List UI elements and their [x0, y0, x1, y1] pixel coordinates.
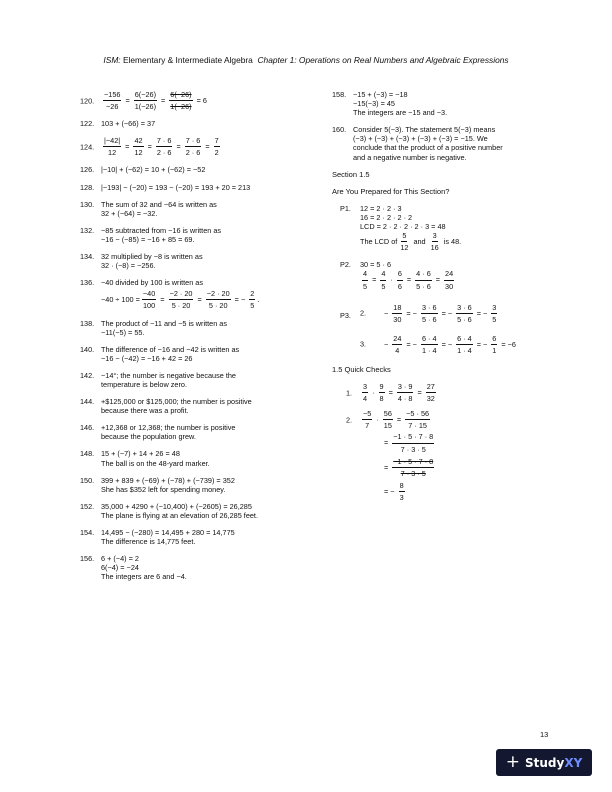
result: = −6	[501, 339, 516, 349]
line: 32 + (−64) = −32.	[101, 208, 158, 218]
line: −15 + (−3) = −18	[353, 90, 408, 99]
line: 15 + (−7) + 14 + 26 = 48	[101, 449, 180, 459]
frac-top: 5	[401, 231, 407, 242]
frac-bottom: 1(−26)	[134, 102, 156, 112]
problem-p3	[332, 303, 582, 355]
line: −11(−5) = 55.	[101, 327, 145, 337]
line: −16 − (−42) = −16 + 42 = 26	[101, 353, 193, 363]
plus-icon: +	[505, 752, 520, 772]
line: and a negative number is negative.	[353, 152, 467, 162]
frac-bottom: 12	[108, 148, 117, 158]
frac-bottom: 7	[365, 421, 370, 431]
right-column	[332, 90, 582, 502]
exercise-146	[80, 423, 330, 441]
frac-top: 4	[380, 269, 386, 280]
frac-bottom: 100	[143, 301, 156, 311]
exercise-154	[80, 528, 330, 546]
line: 14,495 − (−280) = 14,495 + 280 = 14,775	[101, 528, 235, 537]
frac-bottom: 32	[426, 394, 435, 404]
exercise-number: 132.	[80, 225, 95, 235]
line: 30 = 5 · 6	[360, 260, 392, 270]
frac-top: 8	[399, 481, 405, 492]
part-label: 2.	[360, 308, 367, 318]
prepared-heading: Are You Prepared for This Section?	[332, 186, 450, 196]
exercise-number: 156.	[80, 554, 95, 564]
problem-number: P1.	[340, 203, 351, 213]
line: −16 − (−85) = −16 + 85 = 69.	[101, 234, 195, 244]
result: = 6	[196, 96, 207, 106]
exercise-150	[80, 476, 330, 494]
exercise-152	[80, 502, 330, 520]
frac-top: 2	[249, 289, 255, 300]
frac-top: −1 · 5 · 7 · 8	[392, 457, 434, 468]
frac-bottom: −26	[106, 102, 119, 112]
line: The product of −11 and −5 is written as	[101, 318, 228, 328]
line: 32 multiplied by −8 is written as	[101, 252, 203, 262]
exercise-number: 146.	[80, 423, 95, 433]
exercise-138	[80, 319, 330, 337]
quick-check-1: 1. 3 4 · $\frac{9}{8}$ = $\frac{3 \cdot 9}{4 \cdot 8}$ = $\frac{27}{32}$	[346, 382, 435, 404]
frac-top: 6	[397, 269, 403, 280]
frac-bottom: 6	[397, 281, 402, 291]
exercise-120: 120. $\frac{-156}{-26}$ = $\frac{6(-26)}{1(-26)}$ = $\frac{6(-26)}{1(-26)}$ = 6	[80, 90, 207, 112]
and-text: and	[413, 237, 426, 247]
frac-top: |−42|	[103, 136, 121, 147]
frac-top: 6	[491, 334, 497, 345]
frac-bottom: 15	[383, 421, 392, 431]
frac-top: 6(−26)	[134, 90, 157, 101]
frac-bottom: 2	[214, 148, 219, 158]
part-label: 3.	[360, 339, 367, 349]
lcd-text: The LCD of	[360, 237, 398, 247]
frac-top: −5 · 56	[405, 409, 430, 420]
expr-end: .	[257, 295, 260, 305]
quick-check-2-steps: = $\frac{-1 \cdot 5 \cdot 7 \cdot 8}{7 \cdot 3 \cdot 5}$ = $\frac{-1 \cdot 5 \cdot 7 \cdot 8}{7 \cdot 3 \cdot 5}$ = − $\frac{8}{3}$	[384, 432, 434, 502]
exercise-number: 144.	[80, 397, 95, 407]
frac-bottom: 8	[379, 394, 384, 404]
left-column	[80, 90, 330, 589]
exercise-140	[80, 345, 330, 363]
frac-top: 4 · 6	[415, 269, 432, 280]
line: LCD = 2 · 2 · 2 · 2 · 3 = 48	[360, 222, 446, 232]
exercise-number: 150.	[80, 475, 95, 485]
frac-bottom: 1 · 4	[457, 345, 472, 355]
exercise-126	[80, 165, 330, 174]
frac-bottom: 5 · 20	[208, 301, 228, 311]
line: 12 = 2 · 2 · 3	[360, 203, 402, 213]
frac-top: 6 · 4	[456, 334, 473, 345]
frac-top: 3 · 6	[456, 303, 473, 314]
section-heading: Section 1.5	[332, 169, 370, 179]
expr-prefix: −40 ÷ 100 =	[101, 295, 140, 305]
line: 6(−4) = −24	[101, 563, 139, 573]
frac-top: −1 · 5 · 7 · 8	[392, 432, 434, 443]
frac-bottom: 5	[363, 281, 368, 291]
frac-top: 24	[392, 334, 402, 345]
exercise-number: 122.	[80, 119, 95, 129]
line: 16 = 2 · 2 · 2 · 2	[360, 212, 413, 222]
exercise-134	[80, 252, 330, 270]
exercise-number: 142.	[80, 370, 95, 380]
line: because the population grew.	[101, 432, 196, 442]
line: +$125,000 or $125,000; the number is positive	[101, 397, 252, 407]
logo-study: Study	[524, 755, 565, 770]
frac-bottom: 3	[399, 492, 404, 502]
line: −40 divided by 100 is written as	[101, 278, 204, 288]
exercise-number: 148.	[80, 449, 95, 459]
frac-bottom: 5 · 6	[421, 314, 437, 324]
frac-bottom: 12	[400, 243, 409, 253]
p3-part-2: 2. − $\frac{18}{30}$ = − $\frac{3 \cdot 6}{5 \cdot 6}$ = − $\frac{3 \cdot 6}{5 \cdot 6}$ = − $\frac{3}{5}$	[360, 302, 497, 324]
exercise-number: 158.	[332, 90, 347, 99]
logo-xy: XY	[564, 755, 583, 770]
frac-bottom: 4	[395, 345, 400, 355]
frac-top: −5	[362, 409, 372, 420]
frac-bottom: 2 · 6	[185, 148, 201, 158]
frac-top: 18	[392, 303, 402, 314]
line: The difference of −16 and −42 is written as	[101, 344, 240, 354]
frac-bottom: 2 · 6	[156, 148, 172, 158]
check-number: 1.	[346, 388, 353, 398]
studyxy-logo	[496, 749, 592, 776]
line: Consider 5(−3). The statement 5(−3) means	[353, 125, 496, 135]
line: The integers are −15 and −3.	[353, 108, 448, 118]
frac-bottom: 1(−26)	[170, 102, 192, 112]
frac-bottom: 1 · 4	[421, 345, 437, 355]
frac-top: −156	[103, 90, 121, 101]
line: conclude that the product of a positive number	[353, 143, 503, 153]
frac-top: 7 · 6	[185, 136, 202, 147]
exercise-124: 124. $\frac{|-42|}{12}$ = $\frac{42}{12}$ = $\frac{7 \cdot 6}{2 \cdot 6}$ = $\frac{7 \cdot 6}{2 \cdot 6}$ = $\frac{7}{2}$	[80, 136, 219, 158]
exercise-number: 152.	[80, 501, 95, 511]
exercise-number: 138.	[80, 318, 95, 328]
exercise-128	[80, 183, 330, 192]
header-book: Elementary & Intermediate Algebra	[120, 55, 253, 65]
frac-top: −40	[142, 289, 156, 300]
frac-top: 7 · 6	[156, 136, 173, 147]
exercise-156	[80, 554, 330, 581]
line: |−10| + (−62) = 10 + (−62) = −52	[101, 165, 206, 175]
frac-bottom: 12	[134, 148, 143, 158]
exercise-136: 136. −40 divided by 100 is written as −40 ÷ 100 = $\frac{-40}{100}$ = $\frac{-2 \cdot 20}{5 \cdot 20}$ = $\frac{-2 \cdot 20}{5 \cdot 20}$ = − $\frac{2}{5}$ .	[80, 278, 330, 310]
line: −15(−3) = 45	[353, 99, 395, 109]
frac-top: 3	[362, 382, 368, 393]
exercise-number: 134.	[80, 252, 95, 262]
exercise-158	[332, 90, 582, 117]
frac-bottom: 5 · 6	[416, 281, 431, 291]
problem-number: P2.	[340, 260, 351, 270]
frac-top: 24	[444, 269, 454, 280]
line: The ball is on the 48-yard marker.	[101, 458, 210, 468]
frac-bottom: 7 · 15	[408, 421, 427, 431]
frac-bottom: 30	[445, 281, 454, 291]
frac-bottom: 5 · 6	[457, 314, 472, 324]
line: She has $352 left for spending money.	[101, 484, 226, 494]
line: −85 subtracted from −16 is written as	[101, 225, 222, 235]
frac-top: 6(−26)	[169, 90, 192, 101]
expr-mid: = −	[234, 295, 246, 305]
frac-top: 42	[133, 136, 143, 147]
exercise-number: 128.	[80, 182, 95, 192]
exercise-142	[80, 371, 330, 389]
line: temperature is below zero.	[101, 379, 187, 389]
quick-check-2: 2. −5 7 · $\frac{56}{15}$ = $\frac{-5 \cdot 56}{7 \cdot 15}$	[346, 409, 430, 431]
frac-bottom: 30	[393, 314, 402, 324]
frac-top: 27	[426, 382, 436, 393]
line: 35,000 + 4290 + (−10,400) + (−2605) = 26,285	[101, 501, 252, 511]
problem-p1	[332, 204, 582, 252]
frac-top: 4	[362, 269, 368, 280]
line: −14°; the number is negative because the	[101, 370, 236, 380]
exercise-148	[80, 449, 330, 467]
frac-top: 6 · 4	[421, 334, 438, 345]
frac-top: 7	[214, 136, 220, 147]
header-ism: ISM:	[103, 55, 121, 65]
line: 399 + 839 + (−69) + (−78) + (−739) = 352	[101, 475, 235, 485]
exercise-number: 154.	[80, 528, 95, 537]
frac-bottom: 4 · 8	[397, 394, 413, 404]
frac-top: 56	[383, 409, 393, 420]
line: +12,368 or 12,368; the number is positive	[101, 423, 236, 433]
line: 32 · (−8) = −256.	[101, 261, 156, 271]
frac-bottom: 4	[363, 394, 368, 404]
exercise-number: 130.	[80, 199, 95, 209]
exercise-number: 124.	[80, 142, 95, 152]
running-header	[0, 55, 612, 65]
frac-bottom: 7 · 3 · 5	[400, 468, 426, 478]
frac-top: 3	[491, 303, 497, 314]
frac-top: −2 · 20	[169, 289, 194, 300]
exercise-number: 120.	[80, 96, 95, 106]
frac-bottom: 5	[250, 301, 255, 311]
line: The sum of 32 and −64 is written as	[101, 199, 217, 209]
exercise-160	[332, 125, 582, 161]
line: The plane is flying at an elevation of 26,285 feet.	[101, 510, 258, 520]
check-number: 2.	[346, 415, 353, 425]
exercise-number: 126.	[80, 165, 95, 175]
frac-top: 9	[379, 382, 385, 393]
frac-bottom: 5 · 20	[171, 301, 191, 311]
frac-top: 3 · 9	[397, 382, 414, 393]
frac-bottom: 7 · 3 · 5	[400, 444, 426, 454]
line: 103 + (−66) = 37	[101, 119, 156, 129]
frac-bottom: 5	[492, 314, 497, 324]
exercise-number: 140.	[80, 344, 95, 354]
line: The integers are 6 and −4.	[101, 572, 187, 582]
exercise-132	[80, 226, 330, 244]
exercise-number: 136.	[80, 278, 95, 288]
page-number: 13	[540, 730, 549, 739]
line: The difference is 14,775 feet.	[101, 537, 196, 547]
line: 6 + (−4) = 2	[101, 554, 139, 564]
frac-top: 3 · 6	[421, 303, 438, 314]
exercise-122	[80, 119, 330, 128]
line: |−193| − (−20) = 193 − (−20) = 193 + 20 = 213	[101, 182, 251, 192]
line: because there was a profit.	[101, 406, 189, 416]
p3-part-3: 3. − $\frac{24}{4}$ = − $\frac{6 \cdot 4}{1 \cdot 4}$ = − $\frac{6 \cdot 4}{1 \cdot 4}$ = − $\frac{6}{1}$ = −6	[360, 333, 516, 355]
frac-bottom: 5	[381, 281, 386, 291]
exercise-number: 160.	[332, 125, 347, 135]
exercise-144	[80, 397, 330, 415]
exercise-130	[80, 200, 330, 218]
frac-bottom: 16	[430, 243, 439, 253]
frac-top: 3	[432, 231, 438, 242]
line: (−3) + (−3) + (−3) + (−3) + (−3) = −15. We	[353, 134, 488, 144]
quick-checks-heading: 1.5 Quick Checks	[332, 364, 391, 374]
frac-bottom: 1	[492, 345, 497, 355]
frac-top: −2 · 20	[206, 289, 231, 300]
header-chapter: Chapter 1: Operations on Real Numbers and Algebraic Expressions	[257, 55, 509, 65]
problem-p2: P2. 30 = 5 · 6 $\frac{4}{5}$ = $\frac{4}{5}$ · $\frac{6}{6}$ = $\frac{4 \cdot 6}{5 \cdot 6}$ = $\frac{24}{30}$	[332, 260, 582, 290]
lcd-result: is 48.	[443, 237, 462, 247]
problem-number: P3.	[340, 310, 351, 320]
